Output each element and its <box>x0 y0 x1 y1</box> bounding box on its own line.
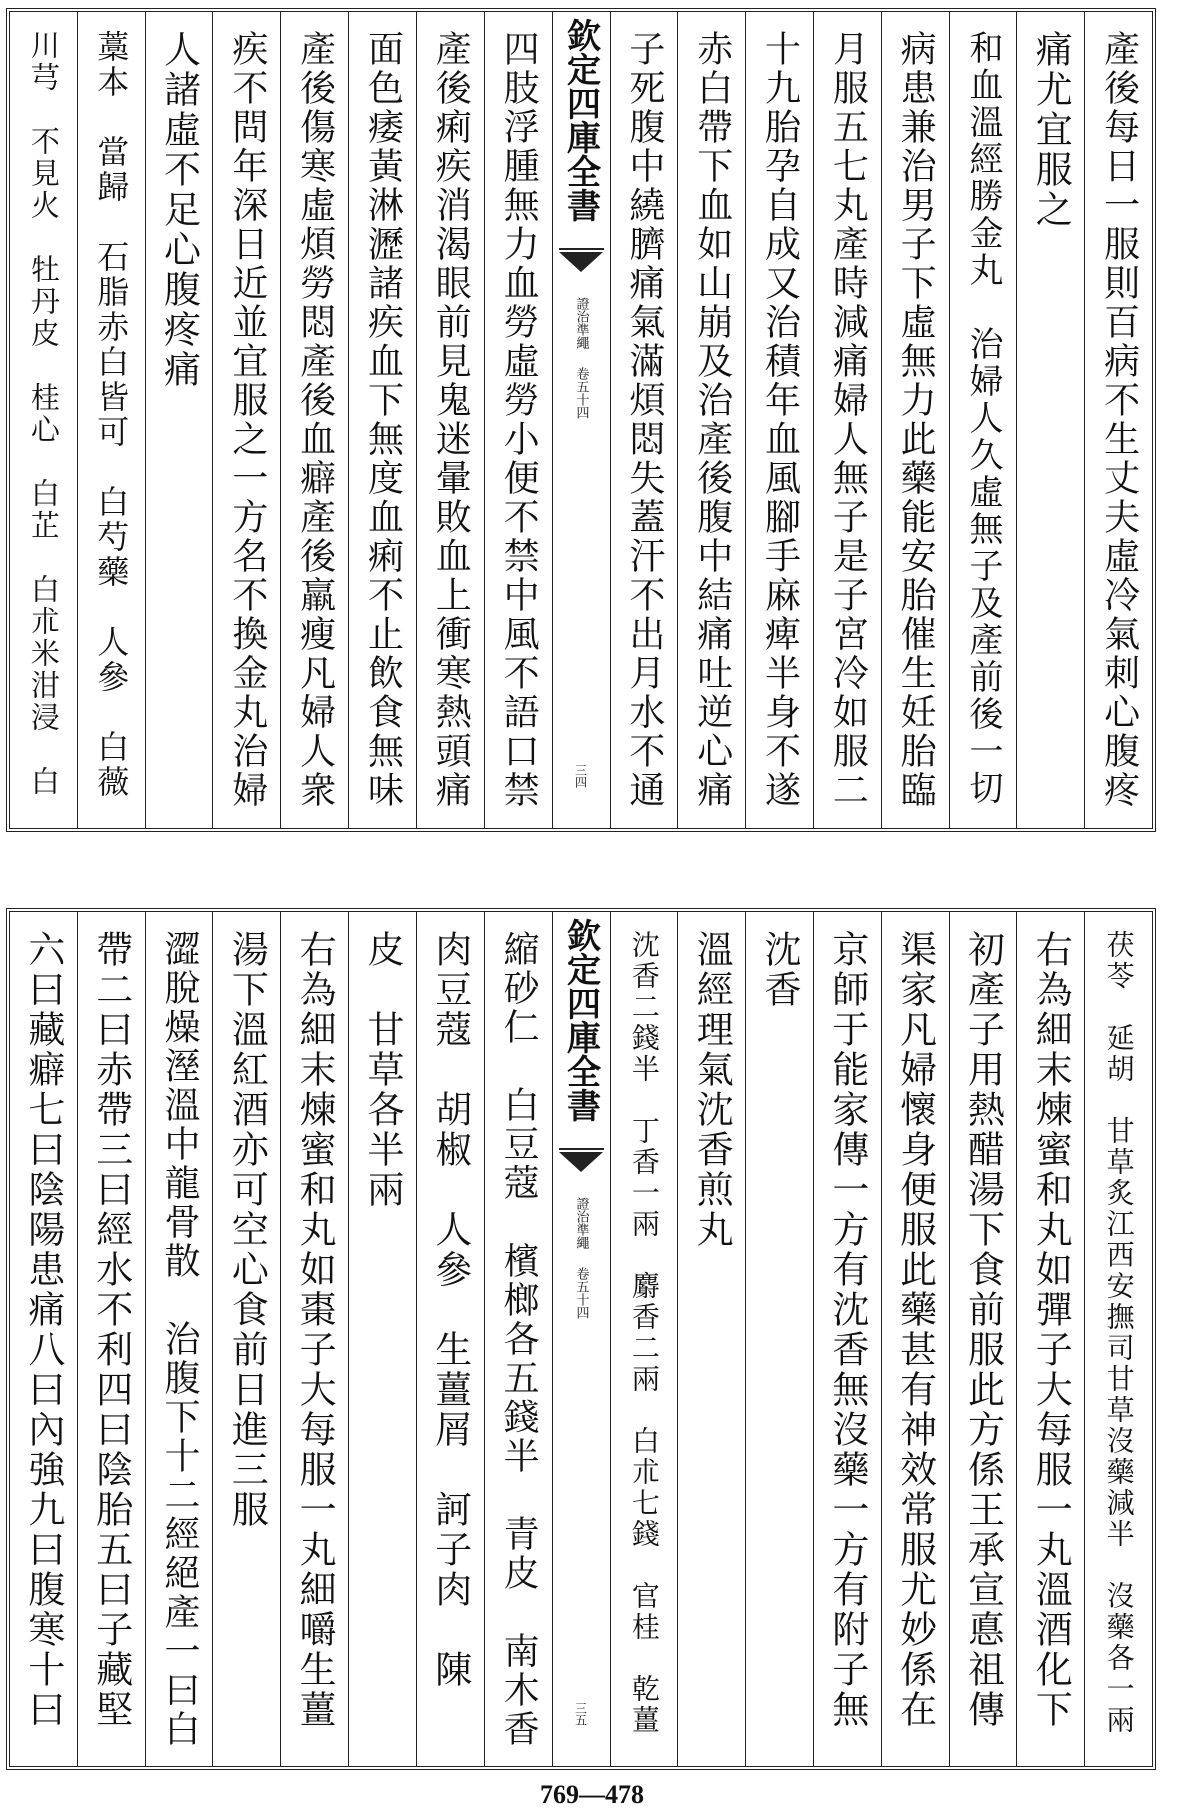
column-text: 產後痢疾消渴眼前見鬼迷暈敗血上衝寒熱頭痛 <box>430 30 472 810</box>
column-text: 病患兼治男子下虛無力此藥能安胎催生妊胎臨 <box>895 30 937 810</box>
column-text: 縮砂仁 白豆蔻 檳榔各五錢半 青皮 南木香 <box>498 930 540 1749</box>
fishtail-mark <box>559 248 604 284</box>
book-label: 證治準繩 <box>573 1197 589 1249</box>
column-text: 月服五七丸產時減痛婦人無子是子宮冷如服二 <box>827 30 869 810</box>
text-column <box>280 12 348 828</box>
column-text: 人諸虛不足心腹疼痛 <box>157 30 201 390</box>
text-column <box>348 912 416 1766</box>
text-column <box>145 912 213 1766</box>
column-text: 子死腹中繞臍痛氣滿煩悶失蓋汗不出月水不通 <box>623 30 665 810</box>
text-column <box>1084 12 1152 828</box>
text-column <box>610 912 678 1766</box>
column-text: 沈香 <box>758 930 802 1010</box>
banner-column <box>552 912 610 1766</box>
bottom-columns <box>10 912 1152 1766</box>
column-text: 溫經理氣沈香煎丸 <box>690 930 734 1250</box>
volume-label: 卷五十四 <box>573 1267 589 1319</box>
column-text: 十九胎孕自成又治積年血風腳手麻痺半身不遂 <box>759 30 801 810</box>
column-text: 右為細末煉蜜和丸如棗子大每服一丸細嚼生薑 <box>293 930 337 1730</box>
page-number: 769—478 <box>540 1780 644 1809</box>
column-text: 茯苓 延胡 甘草炙江西安撫司甘草沒藥減半 沒藥各一兩 <box>1102 930 1136 1736</box>
top-columns <box>10 12 1152 828</box>
column-text: 疾不問年深日近並宜服之一方名不換金丸治婦 <box>226 30 268 810</box>
text-column <box>484 12 552 828</box>
text-column <box>745 12 813 828</box>
book-label: 證治準繩 <box>573 297 589 349</box>
text-column <box>416 912 484 1766</box>
text-column <box>212 912 280 1766</box>
column-text: 和血溫經勝金丸 治婦人久虛無子及產前後一切 <box>962 30 1003 807</box>
text-column <box>1016 912 1084 1766</box>
text-column <box>745 912 813 1766</box>
column-text: 皮 甘草各半兩 <box>360 930 404 1210</box>
banner-column <box>552 12 610 828</box>
text-column <box>677 912 745 1766</box>
text-column <box>77 912 145 1766</box>
column-text: 痛尤宜服之 <box>1029 30 1073 230</box>
column-text: 沈香二錢半 丁香一兩 麝香二兩 白朮七錢 官桂 乾薑 <box>627 930 661 1736</box>
volume-label: 卷五十四 <box>573 367 589 419</box>
text-column <box>677 12 745 828</box>
top-page <box>6 8 1156 832</box>
leaf-number: 三五 <box>573 1702 588 1726</box>
column-text: 澀脫燥溼溫中龍骨散 治腹下十二經絕產一曰白 <box>159 930 201 1749</box>
column-text: 四肢浮腫無力血勞虛勞小便不禁中風不語口禁 <box>498 30 540 810</box>
text-column <box>813 912 881 1766</box>
text-column <box>212 12 280 828</box>
text-column <box>813 12 881 828</box>
column-text: 產後每日一服則百病不生丈夫虛冷氣刺心腹疼 <box>1098 30 1140 810</box>
column-text: 肉豆蔻 胡椒 人參 生薑屑 訶子肉 陳 <box>428 930 472 1690</box>
column-text: 初產子用熱醋湯下食前服此方係王承宣悳祖傳 <box>961 930 1005 1730</box>
text-column <box>484 912 552 1766</box>
column-text: 川芎 不見火 牡丹皮 桂心 白芷 白朮米泔浸 白 <box>26 30 61 798</box>
column-text: 面色痿黃淋瀝諸疾血下無度血痢不止飲食無味 <box>362 30 404 810</box>
text-column <box>881 912 949 1766</box>
banner-title: 欽定四庫全書 <box>560 918 601 1122</box>
fishtail-mark <box>559 1148 604 1184</box>
column-text: 京師于能家傳一方有沈香無沒藥一方有附子無 <box>825 930 869 1730</box>
text-column <box>280 912 348 1766</box>
text-column <box>348 12 416 828</box>
column-text: 赤白帶下血如山崩及治產後腹中結痛吐逆心痛 <box>691 30 733 810</box>
leaf-number: 三四 <box>573 764 588 788</box>
text-column <box>881 12 949 828</box>
text-column <box>77 12 145 828</box>
text-column <box>1084 912 1152 1766</box>
column-text: 右為細末煉蜜和丸如彈子大每服一丸溫酒化下 <box>1029 930 1073 1730</box>
text-column <box>10 12 77 828</box>
text-column <box>1016 12 1084 828</box>
column-text: 六曰藏癖七曰陰陽患痛八曰內強九曰腹寒十曰 <box>21 930 65 1730</box>
text-column <box>145 12 213 828</box>
column-text: 藁本 當歸 石脂赤白皆可 白芍藥 人參 白薇 <box>92 30 131 800</box>
text-column <box>416 12 484 828</box>
column-text: 帶二曰赤帶三曰經水不利四曰陰胎五曰子藏堅 <box>89 930 133 1730</box>
column-text: 渠家凡婦懷身便服此藥甚有神效常服尤妙係在 <box>893 930 937 1730</box>
text-column <box>949 912 1017 1766</box>
text-column <box>949 12 1017 828</box>
banner-title: 欽定四庫全書 <box>560 18 601 222</box>
column-text: 湯下溫紅酒亦可空心食前日進三服 <box>225 930 269 1530</box>
bottom-page <box>6 908 1156 1770</box>
text-column <box>610 12 678 828</box>
text-column <box>10 912 77 1766</box>
column-text: 產後傷寒虛煩勞悶產後血癖產後羸瘦凡婦人衆 <box>294 30 336 810</box>
